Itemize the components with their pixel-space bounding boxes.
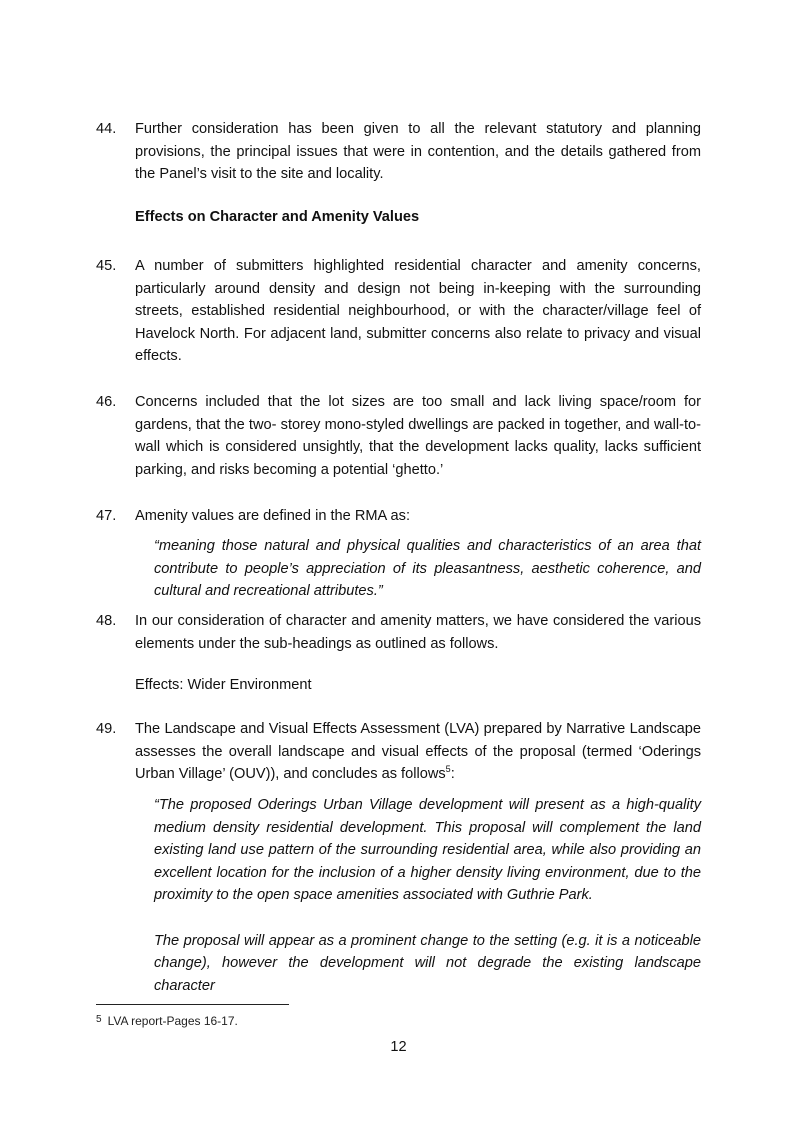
footnote-reference[interactable]: 5 [445, 764, 451, 775]
paragraph-number: 49. [96, 721, 117, 737]
quote-text: “meaning those natural and physical qualities and characteristics of an area that contribute to people’s appreciation of its pleasantness, aesthetic coherence, and cultural and recreational attributes.” [154, 538, 701, 600]
paragraph-number: 44. [96, 121, 117, 137]
paragraph-text: Further consideration has been given to all the relevant statutory and planning provisions, the principal issues that were in contention, and the details gathered from the Panel’s visit to the site and locality. [135, 121, 701, 183]
footnote-mark: 5 [96, 1014, 102, 1025]
block-quote [154, 535, 701, 603]
paragraph-number: 46. [96, 394, 117, 410]
page-number: 12 [390, 1039, 407, 1055]
paragraph-46 [96, 391, 701, 481]
paragraph-47 [96, 505, 701, 528]
paragraph-text: Amenity values are defined in the RMA as: [135, 508, 410, 524]
paragraph-45 [96, 255, 701, 368]
section-heading: Effects on Character and Amenity Values [135, 209, 420, 225]
paragraph-49 [96, 718, 701, 786]
paragraph-text: Concerns included that the lot sizes are too small and lack living space/room for gardens, that the two- storey mono-styled dwellings are packed in together, and wall-to-wall which is considered unsightly, that the development lacks quality, lacks sufficient parking, and risks becoming a potential ‘ghetto.’ [135, 394, 701, 478]
paragraph-48 [96, 610, 701, 655]
quote-paragraph: The proposal will appear as a prominent change to the setting (e.g. it is a noticeable change), however the development will not degrade the existing landscape character [154, 932, 701, 994]
paragraph-number: 45. [96, 258, 117, 274]
footnote [96, 1013, 238, 1031]
paragraph-text: A number of submitters highlighted residential character and amenity concerns, particularly around density and design not being in-keeping with the surrounding streets, established residential neighbourhood, or with the character/village feel of Havelock North. For adjacent land, submitter concerns also relate to privacy and visual effects. [135, 258, 701, 365]
footnote-text: LVA report-Pages 16-17. [107, 1014, 238, 1028]
paragraph-text-body: The Landscape and Visual Effects Assessment (LVA) prepared by Narrative Landscape assesses the overall landscape and visual effects of the proposal (termed ‘Oderings Urban Village’ (OUV)), and concludes as follows [135, 721, 701, 783]
paragraph-text-end: : [450, 766, 455, 783]
paragraph-number: 47. [96, 508, 117, 524]
footnote-divider [96, 1004, 289, 1005]
paragraph-44 [96, 118, 701, 186]
subheading: Effects: Wider Environment [135, 677, 312, 693]
paragraph-number: 48. [96, 613, 117, 629]
paragraph-text [135, 718, 701, 786]
paragraph-text: In our consideration of character and amenity matters, we have considered the various elements under the sub-headings as outlined as follows. [135, 613, 701, 652]
quote-paragraph: “The proposed Oderings Urban Village development will present as a high-quality medium density residential development. This proposal will complement the land existing land use pattern of the surrounding residential area, while also providing an excellent location for the inclusion of a higher density living environment, due to the proximity to the open space amenities associated with Guthrie Park. [154, 797, 701, 904]
block-quote [154, 794, 701, 997]
